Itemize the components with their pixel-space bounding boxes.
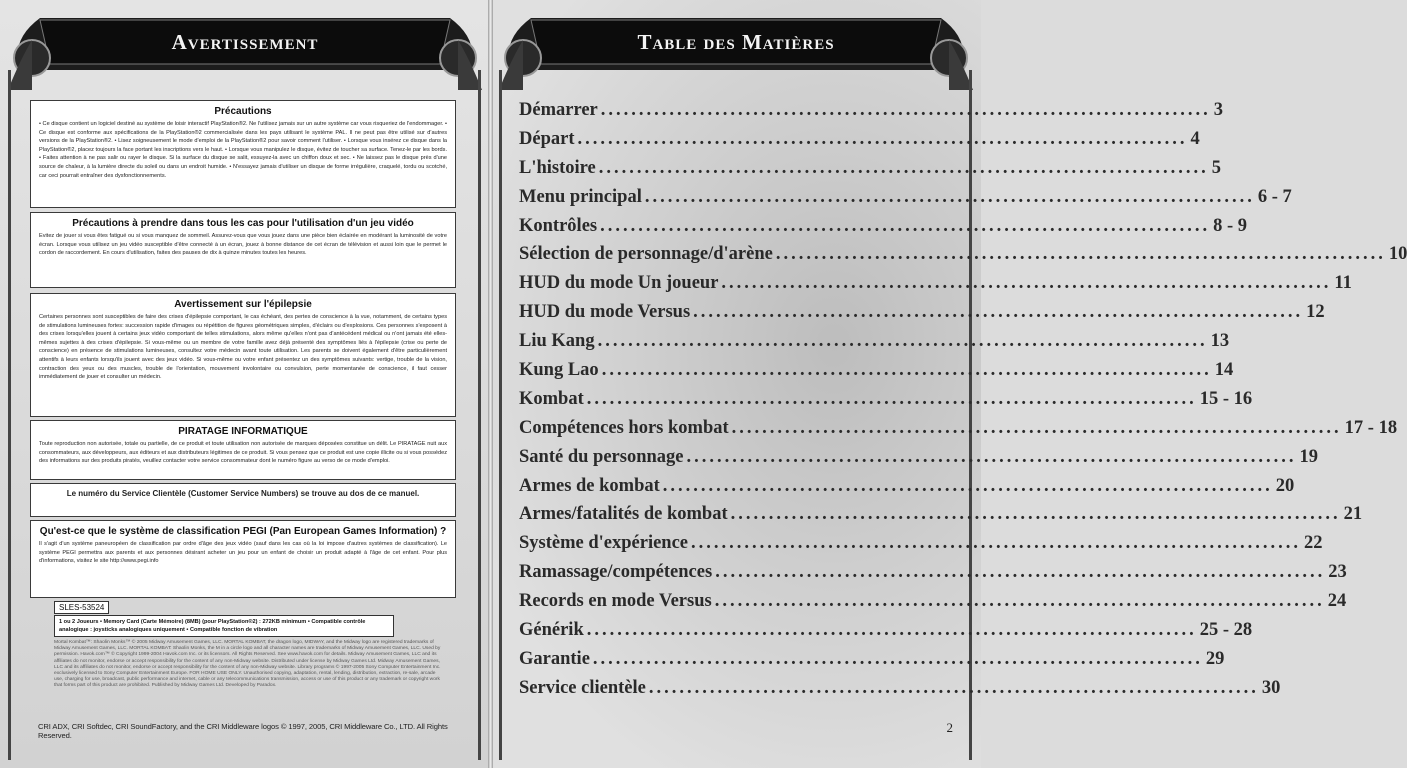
toc-leader-dots: ................................................................................ [586, 388, 1197, 409]
section-body: Toute reproduction non autorisée, totale ou partielle, de ce produit et toute utilisation non autorisée de marques déposées constitue un délit. Le PIRATAGE nuit aux consommateurs, aux développeurs, aux éditeurs et aux distributeurs légitimes de ce produit. Si vous pensez que ce produit est une copie illicite ou si vous possédez des informations sur des produits piratés, veuillez contacter votre service consommateur dont le numéro figure au verso de ce mode d'emploi. [39, 441, 447, 465]
toc-leader-dots: ................................................................................ [600, 215, 1211, 236]
toc-entry-page: 29 [1205, 648, 1225, 669]
book-spine [488, 0, 493, 768]
toc-entry-page: 24 [1327, 591, 1347, 612]
toc-leader-dots: ................................................................................ [597, 331, 1208, 352]
toc-entry-title: Kombat [519, 388, 584, 409]
toc-leader-dots: ................................................................................ [648, 677, 1259, 698]
section-body: Il s'agit d'un système paneuropéen de classification par ordre d'âge des jeux vidéo (sauf dans les cas où la loi impose d'autres systèmes de classification). Le système PEGI permettra aux parents et aux personnes désirant acheter un jeu pour un enfant de choisir un produit adapté à l'âge de cet enfant. Pour plus d'informations, visitez le site http://www.pegi.info [39, 541, 447, 565]
section-body: Evitez de jouer si vous êtes fatigué ou si vous manquez de sommeil. Assurez-vous que vous jouez dans une pièce bien éclairée en modérant la luminosité de votre écran. Lorsque vous utilisez un jeu vidéo susceptible d'être connecté à un écran, jouez à bonne distance de cet écran de télévision et aussi loin que le permet le cordon de raccordement. En cours d'utilisation, faites des pauses de dix à quinze minutes toutes les heures. [39, 233, 447, 257]
toc-leader-dots: ................................................................................ [598, 157, 1209, 178]
toc-entry-page: 14 [1214, 360, 1234, 381]
toc-leader-dots: ................................................................................ [586, 620, 1197, 641]
cri-copyright: CRI ADX, CRI Softdec, CRI SoundFactory, and the CRI Middleware logos © 1997, 2005, CRI Middleware Co., LTD. All Rights Reserved. [38, 722, 448, 740]
toc-entry-page: 4 [1190, 128, 1200, 149]
page-title: Avertissement [171, 30, 319, 54]
toc-entry [519, 186, 1292, 216]
toc-leader-dots: ................................................................................ [577, 128, 1188, 149]
toc-entry [519, 215, 1248, 245]
toc-entry [519, 446, 1318, 476]
toc-entry [519, 417, 1398, 447]
section-body: • Ce disque contient un logiciel destiné au système de loisir interactif PlayStation®2. Ne l'utilisez jamais sur un autre système car vous risqueriez de l'endommager. • Ce disque est conforme aux spécifications de la PlayStation®2 commercialisée dans les pays utilisant le système PAL. Il ne peut pas être utilisé sur d'autres versions de la PlayStation®2. • Lisez soigneusement le mode d'emploi de la PlayStation®2 pour savoir comment l'utiliser. • Lorsque vous insérez ce disque dans la PlayStation®2, placez toujours la face portant les inscriptions vers le haut. • Lorsque vous manipulez le disque, évitez de toucher sa surface. Tenez-le par les bords. • Faites attention à ne pas salir ou rayer le disque. Si la surface du disque se salit, essuyez-la avec un chiffon doux et sec. • Ne laissez pas le disque près d'une source de chaleur, à la lumière directe du soleil ou dans un endroit humide. • N'essayez jamais d'utiliser un disque de forme irrégulière, craquelé, tordu ou scotché, car ceci pourrait entraîner des dysfonctionnements. [39, 121, 447, 179]
section-heading: Précautions à prendre dans tous les cas pour l'utilisation d'un jeu vidéo [72, 218, 414, 229]
toc-entry [519, 273, 1352, 302]
toc-entry-page: 21 [1343, 504, 1363, 525]
toc-entry-title: Santé du personnage [519, 446, 684, 467]
toc-entry [519, 302, 1325, 331]
toc-entry-title: Records en mode Versus [519, 591, 712, 612]
toc-entry-page: 13 [1210, 331, 1230, 352]
toc-entry [519, 677, 1281, 707]
toc-leader-dots: ................................................................................ [721, 273, 1332, 294]
toc-entry-title: Armes/fatalités de kombat [519, 504, 728, 525]
toc-leader-dots: ................................................................................ [693, 302, 1304, 323]
toc-entry-title: Service clientèle [519, 677, 646, 698]
toc-entry [519, 591, 1347, 620]
toc-leader-dots: ................................................................................ [600, 100, 1211, 120]
toc-leader-dots: ................................................................................ [644, 186, 1255, 207]
toc-entry-title: Kontrôles [519, 215, 598, 236]
toc-entry-page: 30 [1261, 677, 1281, 698]
page-title: Table des Matières [637, 30, 835, 54]
toc-entry-page: 20 [1275, 475, 1295, 496]
toc-entry [519, 331, 1230, 360]
section-precautions [30, 100, 456, 208]
toc-entry-page: 10 [1388, 244, 1407, 265]
toc-entry-page: 17 - 18 [1344, 417, 1398, 438]
legal-text: Mortal Kombat™: Shaolin Monks™ © 2005 Midway Amusement Games, LLC. MORTAL KOMBAT, the dragon logo, MIDWAY, and the Midway logo are registered trademarks of Midway Amusement Games, LLC. MORTAL KOMBAT: Shaolin Monks, the M in a circle logo and all character names are trademarks of Midway Amusement Games, LLC. Used by permission. Havok.com™ © Copyright 1999-2004 Havok.com Inc. or its licensors. All Rights Reserved. See www.havok.com for details. Midway Amusement Games, LLC and its affiliates do not monitor, endorse or accept responsibility for the content of any non-Midway website. Distributed under license by Midway Games Ltd. Midway Amusement Games, LLC and its affiliates do not monitor, endorse or accept responsibility for the content of any non-Midway website. Library programs © 1997-2005 Sony Computer Entertainment Inc. exclusively licensed to Sony Computer Entertainment Europe. FOR HOME USE ONLY. Unauthorised copying, adaptation, rental, lending, distribution, extraction, re-sale, arcade use, charging for use, broadcast, public performance and internet, cable or any telecommunications transmission, access or use of this product or any trademark or copyright work that forms part of this product are prohibited. Published by Midway Games Ltd. Developed by Paradox. [54, 640, 441, 689]
toc-entry-page: 19 [1299, 446, 1318, 467]
spec-box [54, 615, 394, 637]
page-number: 2 [946, 720, 953, 735]
spec-line: analogique : joysticks analogiques uniquement • Compatible fonction de vibration [59, 627, 278, 633]
toc-leader-dots: ................................................................................ [691, 533, 1302, 554]
toc-entry-title: Garantie [519, 648, 590, 669]
toc-entry-title: Générik [519, 620, 584, 641]
toc-leader-dots: ................................................................................ [731, 417, 1342, 438]
toc-entry-page: 6 - 7 [1257, 186, 1292, 207]
toc-leader-dots: ................................................................................ [775, 244, 1386, 265]
toc-entry [519, 100, 1223, 129]
toc-entry [519, 504, 1363, 533]
toc-entry-page: 23 [1328, 562, 1347, 583]
toc-entry-page: 11 [1334, 273, 1352, 294]
toc-entry [519, 244, 1407, 273]
toc-leader-dots: ................................................................................ [686, 446, 1297, 467]
toc-entry-page: 5 [1211, 157, 1221, 178]
product-code: SLES-53524 [54, 601, 109, 614]
section-heading: Avertissement sur l'épilepsie [174, 299, 312, 310]
toc-leader-dots: ................................................................................ [592, 648, 1203, 669]
toc-entry-page: 8 - 9 [1213, 215, 1248, 236]
toc-entry-title: Compétences hors kombat [519, 417, 729, 438]
toc-entry-title: Démarrer [519, 100, 598, 120]
toc-entry-title: Armes de kombat [519, 475, 660, 496]
section-heading: Qu'est-ce que le système de classification PEGI (Pan European Games Information) ? [39, 526, 447, 537]
toc-leader-dots: ................................................................................ [662, 475, 1273, 496]
toc-leader-dots: ................................................................................ [601, 360, 1212, 381]
section-body: Le numéro du Service Clientèle (Customer Service Numbers) se trouve au dos de ce manuel. [66, 489, 420, 498]
section-pegi [30, 520, 456, 598]
section-epilepsie [30, 293, 456, 417]
toc-entry-title: Ramassage/compétences [519, 562, 713, 583]
section-service-clientele [30, 483, 456, 517]
right-page [491, 0, 1407, 768]
toc-entry-page: 12 [1306, 302, 1325, 323]
toc-entry-title: HUD du mode Un joueur [519, 273, 719, 294]
toc-entry-title: Système d'expérience [519, 533, 689, 554]
toc-entry [519, 620, 1253, 649]
toc-entry [519, 475, 1295, 505]
section-body: Certaines personnes sont susceptibles de faire des crises d'épilepsie comportant, le cas échéant, des pertes de conscience à la vue, notamment, de certains types de stimulations lumineuses fortes: succession rapide d'images ou répétition de figures géométriques simples, d'éclairs ou d'explosions. Ces personnes s'exposent à des crises lorsqu'elles jouent à certains jeux vidéo comportant de telles stimulations, alors même qu'elles n'ont pas d'antécédent médical ou n'ont jamais été elles-mêmes sujettes à des crises d'épilepsie. Si vous-même ou un membre de votre famille avez déjà présenté des symptômes liés à l'épilepsie (crise ou perte de conscience) en présence de stimulations lumineuses, consultez votre médecin avant toute utilisation. Les parents se doivent également d'être particulièrement attentifs à leurs enfants lorsqu'ils jouent avec des jeux vidéo. Si vous-même ou votre enfant présentez un des symptômes suivants: vertige, trouble de la vision, contraction des yeux ou des muscles, trouble de l'orientation, mouvement involontaire ou convulsion, perte momentanée de conscience, il faut cesser immédiatement de jouer et consulter un médecin. [39, 314, 447, 381]
toc-entry [519, 360, 1234, 389]
toc-entry-page: 15 - 16 [1199, 388, 1253, 409]
toc-entry-page: 25 - 28 [1199, 620, 1253, 641]
toc-entry-title: L'histoire [519, 157, 596, 178]
table-of-contents [519, 100, 1407, 707]
toc-leader-dots: ................................................................................ [730, 504, 1341, 525]
toc-entry-title: Menu principal [519, 186, 642, 207]
toc-entry [519, 562, 1347, 591]
toc-entry [519, 157, 1221, 187]
spec-line: 1 ou 2 Joueurs • Memory Card (Carte Mémoire) (8MB) (pour PlayStation®2) : 272KB minimum • Compatible contrôle [59, 619, 366, 625]
toc-entry [519, 648, 1225, 678]
section-precautions-jeu-video [30, 212, 456, 288]
toc-entry-title: Sélection de personnage/d'arène [519, 244, 773, 265]
section-heading: PIRATAGE INFORMATIQUE [178, 426, 308, 437]
toc-entry-page: 22 [1304, 533, 1323, 554]
toc-leader-dots: ................................................................................ [715, 562, 1326, 583]
section-piratage [30, 420, 456, 480]
toc-entry [519, 388, 1253, 418]
toc-entry [519, 128, 1200, 158]
toc-entry-title: HUD du mode Versus [519, 302, 691, 323]
toc-entry-title: Kung Lao [519, 360, 599, 381]
toc-entry-title: Liu Kang [519, 331, 595, 352]
toc-entry-title: Départ [519, 128, 575, 149]
toc-leader-dots: ................................................................................ [714, 591, 1325, 612]
left-page [0, 0, 490, 768]
toc-entry [519, 533, 1323, 562]
section-heading: Précautions [214, 106, 272, 117]
toc-entry-page: 3 [1213, 100, 1223, 120]
